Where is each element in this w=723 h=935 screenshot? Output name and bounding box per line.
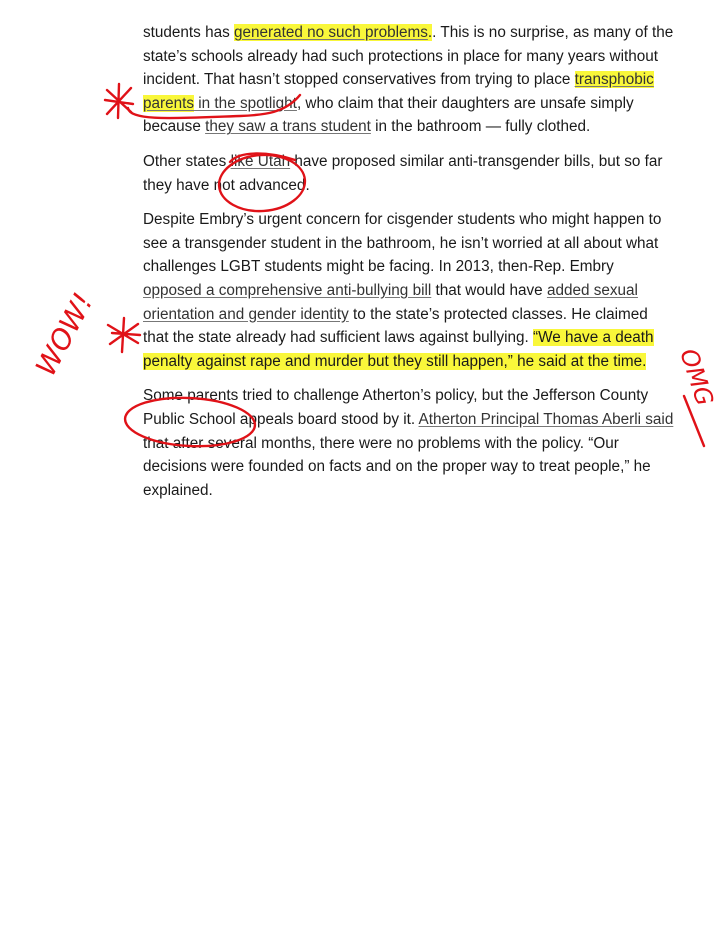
highlighted-quote: “We have a death penalty against rape and murder but they still happen,” he said at the time. [143, 329, 654, 370]
paragraph-2 [143, 150, 675, 197]
article-body [143, 21, 675, 513]
red-star-icon [105, 84, 133, 118]
link-sexual-orientation[interactable]: added sexual orientation and gender identity [143, 281, 638, 323]
text-span: that would have [431, 281, 547, 299]
paragraph-1 [143, 21, 675, 139]
text-span: . This is no surprise, as many of the state’s schools already had such protections in place for many years without incident. That hasn’t stopped conservatives from trying to place [143, 24, 674, 89]
text-span: Despite Embry’s urgent concern for cisgender students who might happen to see a transgender student in the bathroom, he isn’t worried at all about what challenges LGBT students might be facing. In 2013, then-Rep. Embry [143, 211, 662, 276]
text-span: in the bathroom — fully clothed. [370, 118, 591, 136]
text-span: have proposed similar anti-transgender bills, but so far they have not advanced. [143, 152, 663, 194]
link-aberli-said[interactable]: Atherton Principal Thomas Aberli said [418, 410, 674, 428]
link-no-problems[interactable]: generated no such problems [234, 24, 428, 41]
red-star-icon [108, 318, 140, 352]
link-trans-student[interactable]: they saw a trans student [205, 118, 371, 136]
text-span: students has [143, 24, 234, 41]
paragraph-4 [143, 384, 675, 502]
paragraph-3 [143, 208, 675, 373]
link-transphobic-parents[interactable]: transphobic parents [143, 71, 654, 112]
text-span: Some parents tried to challenge Atherton’s policy, but the Jefferson County Public School appeals board stood by it. [143, 387, 649, 428]
wow-annotation: WOW! [29, 287, 100, 382]
text-span: Other states [143, 152, 231, 170]
omg-annotation: OMG [674, 345, 719, 410]
link-spotlight[interactable]: in the spotlight [194, 94, 297, 112]
highlight [234, 24, 428, 41]
text-span: to the state’s protected classes. He claimed that the state already had sufficient laws against bullying. [143, 305, 648, 347]
text-span: that after several months, there were no problems with the policy. “Our decisions were founded on facts and on the proper way to treat people,” he explained. [143, 434, 651, 499]
link-like-utah[interactable]: like Utah [230, 152, 291, 170]
highlight-period: . [427, 24, 433, 41]
link-anti-bullying-bill[interactable]: opposed a comprehensive anti-bullying bill [143, 281, 432, 299]
text-span: , who claim that their daughters are unsafe simply because [143, 94, 634, 136]
red-slash-mark [684, 396, 704, 446]
